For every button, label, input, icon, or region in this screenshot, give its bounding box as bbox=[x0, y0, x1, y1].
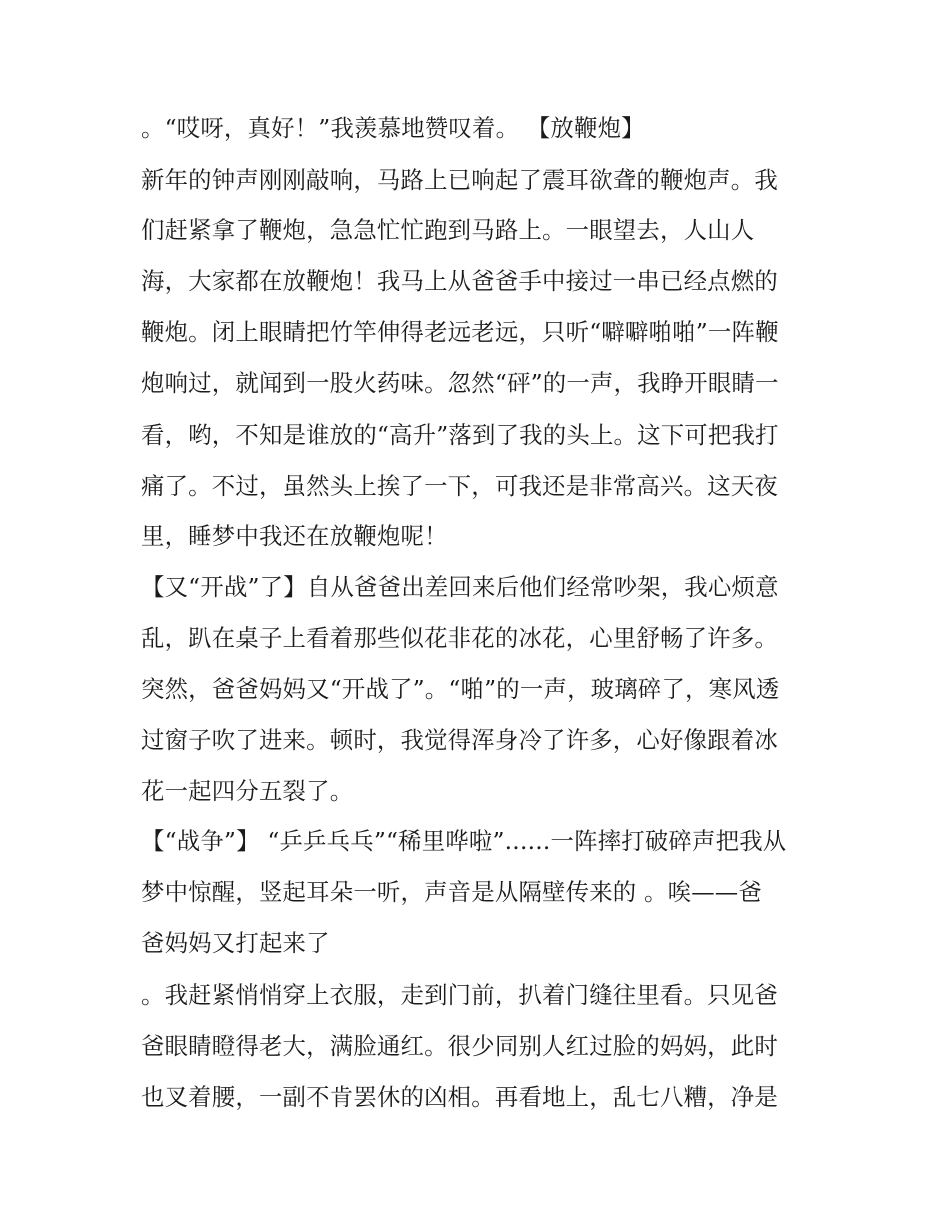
text-line: 鞭炮。闭上眼睛把竹竿伸得老远老远，只听“噼噼啪啪”一阵鞭 bbox=[141, 318, 779, 346]
text-line: 里，睡梦中我还在放鞭炮呢！ bbox=[141, 522, 448, 550]
text-line: 痛了。不过，虽然头上挨了一下，可我还是非常高兴。这天夜 bbox=[141, 472, 778, 500]
text-line: 炮响过，就闻到一股火药味。忽然“砰”的一声，我睁开眼睛一 bbox=[141, 369, 779, 397]
text-line: 看，哟，不知是谁放的“高升”落到了我的头上。这下可把我打 bbox=[141, 421, 779, 449]
text-line: 爸眼睛瞪得老大，满脸通红。很少同别人红过脸的妈妈，此时 bbox=[141, 1032, 778, 1060]
text-line: 。我赶紧悄悄穿上衣服，走到门前，扒着门缝往里看。只见爸 bbox=[141, 981, 778, 1009]
text-line: 突然，爸爸妈妈又“开战了”。“啪”的一声，玻璃碎了，寒风透 bbox=[141, 675, 780, 703]
text-line: 【又“开战”了】自从爸爸出差回来后他们经常吵架，我心烦意 bbox=[141, 573, 779, 601]
text-line: 新年的钟声刚刚敲响，马路上已响起了震耳欲聋的鞭炮声。我 bbox=[141, 166, 778, 194]
text-line: 们赶紧拿了鞭炮，急急忙忙跑到马路上。一眼望去，人山人 bbox=[141, 216, 755, 244]
text-line: 海，大家都在放鞭炮！我马上从爸爸手中接过一串已经点燃的 bbox=[141, 267, 778, 295]
text-line: 梦中惊醒，竖起耳朵一听，声音是从隔壁传来的 。唉——爸 bbox=[141, 878, 762, 906]
text-line: 过窗子吹了进来。顿时，我觉得浑身冷了许多，心好像跟着冰 bbox=[141, 726, 778, 754]
text-line: 也叉着腰，一副不肯罢休的凶相。再看地上，乱七八糟，净是 bbox=[141, 1083, 778, 1111]
text-line: 【“战争”】 “乒乒乓乓”“稀里哗啦”......一阵摔打破碎声把我从 bbox=[141, 827, 787, 855]
text-line: 花一起四分五裂了。 bbox=[141, 777, 354, 805]
text-line: 乱，趴在桌子上看着那些似花非花的冰花，心里舒畅了许多。 bbox=[141, 624, 778, 652]
text-line: 爸妈妈又打起来了 bbox=[141, 929, 330, 957]
text-line: 。“哎呀，真好！”我羡慕地赞叹着。 【放鞭炮】 bbox=[141, 114, 645, 142]
